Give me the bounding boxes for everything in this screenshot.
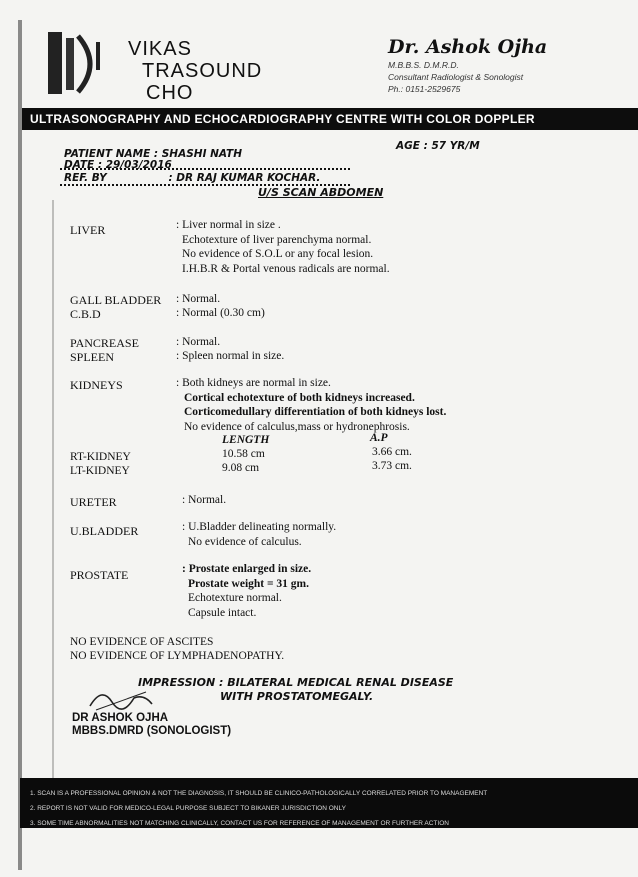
clinic-logo-icon xyxy=(40,28,110,100)
disclaimer-line: 2. REPORT IS NOT VALID FOR MEDICO-LEGAL PURPOSE SUBJECT TO BIKANER JURISDICTION ONLY xyxy=(30,805,346,812)
doctor-degree: M.B.B.S. D.M.R.D. xyxy=(388,60,459,70)
u-bladder-label: U.BLADDER xyxy=(70,524,139,538)
pancrease-value: : Normal. xyxy=(176,336,221,348)
referred-by-row: REF. BY : DR RAJ KUMAR KOCHAR. xyxy=(64,172,321,184)
ureter-label: URETER xyxy=(70,495,117,509)
doctor-phone: Ph.: 0151-2529675 xyxy=(388,84,461,94)
liver-findings: : Liver normal in size . Echotexture of liver parenchyma normal. No evidence of S.O.L or any focal lesion. I.H.B.R & Portal venous radicals are normal. xyxy=(176,219,390,275)
disclaimer-line: 1. SCAN IS A PROFESSIONAL OPINION & NOT THE DIAGNOSIS, IT SHOULD BE CLINICO-PATHOLOGICALLY CORRELATED PRIOR TO MANAGEMENT xyxy=(30,790,488,797)
impression-line2: WITH PROSTATOMEGALY. xyxy=(220,690,374,703)
rt-kidney-label: RT-KIDNEY xyxy=(70,451,131,463)
scan-artifact xyxy=(52,200,54,800)
spleen-value: : Spleen normal in size. xyxy=(176,350,285,362)
sonologist-name: DR ASHOK OJHA xyxy=(72,712,169,724)
signature-scribble-icon xyxy=(86,684,156,714)
kidney-ap-header: A.P xyxy=(370,432,388,444)
lt-kidney-label: LT-KIDNEY xyxy=(70,465,130,477)
kidneys-findings: : Both kidneys are normal in size. Cortical echotexture of both kidneys increased. Corticomedullary differentiation of both kidneys lost. No evidence of calculus,mass or hydronephrosis. xyxy=(176,377,447,433)
doctor-info xyxy=(388,36,636,94)
disclaimer-line: 3. SOME TIME ABNORMALITIES NOT MATCHING CLINICALLY, CONTACT US FOR REFERENCE OF MANAGEMENT OR FURTHER ACTION xyxy=(30,820,449,827)
patient-name: SHASHI NATH xyxy=(161,148,242,160)
doctor-name: Dr. Ashok Ojha xyxy=(388,36,548,58)
doctor-title: Consultant Radiologist & Sonologist xyxy=(388,72,524,82)
liver-label: LIVER xyxy=(70,223,106,237)
cbd-value: : Normal (0.30 cm) xyxy=(176,307,265,319)
cbd-label: C.B.D xyxy=(70,307,101,321)
ascites-note: NO EVIDENCE OF ASCITES xyxy=(70,636,214,648)
gall-bladder-label: GALL BLADDER xyxy=(70,293,162,307)
patient-age: 57 YR/M xyxy=(431,140,480,152)
referred-by: : DR RAJ KUMAR KOCHAR. xyxy=(168,172,321,184)
report-date-row: DATE : 29/03/2016 xyxy=(64,159,172,171)
kidney-length-header: LENGTH xyxy=(222,434,270,446)
scan-artifact xyxy=(18,20,22,870)
rt-kidney-ap: 3.66 cm. xyxy=(372,446,412,458)
impression-line1: IMPRESSION : BILATERAL MEDICAL RENAL DISEASE xyxy=(138,676,454,689)
patient-age-row: AGE : 57 YR/M xyxy=(396,140,480,152)
gall-bladder-value: : Normal. xyxy=(176,293,221,305)
lt-kidney-ap: 3.73 cm. xyxy=(372,460,412,472)
report-title: U/S SCAN ABDOMEN xyxy=(258,186,384,199)
spleen-label: SPLEEN xyxy=(70,350,115,364)
clinic-name: VIKAS TRASOUND CHO xyxy=(128,38,263,104)
prostate-label: PROSTATE xyxy=(70,568,129,582)
rt-kidney-length: 10.58 cm xyxy=(222,448,265,460)
prostate-findings: : Prostate enlarged in size. Prostate weight = 31 gm. Echotexture normal. Capsule intact. xyxy=(182,563,312,619)
sonologist-degree: MBBS.DMRD (SONOLOGIST) xyxy=(72,725,232,737)
patient-name-row: PATIENT NAME : SHASHI NATH xyxy=(64,148,242,160)
kidneys-label: KIDNEYS xyxy=(70,378,123,392)
dotted-divider xyxy=(60,168,350,170)
pancrease-label: PANCREASE xyxy=(70,336,139,350)
report-date: 29/03/2016 xyxy=(105,159,172,171)
lymphadenopathy-note: NO EVIDENCE OF LYMPHADENOPATHY. xyxy=(70,650,285,662)
u-bladder-findings: : U.Bladder delineating normally. No evidence of calculus. xyxy=(182,521,337,548)
center-banner: ULTRASONOGRAPHY AND ECHOCARDIOGRAPHY CENTRE WITH COLOR DOPPLER xyxy=(22,108,638,130)
lt-kidney-length: 9.08 cm xyxy=(222,462,260,474)
disclaimer-footer xyxy=(20,778,638,828)
ureter-value: : Normal. xyxy=(182,494,227,506)
